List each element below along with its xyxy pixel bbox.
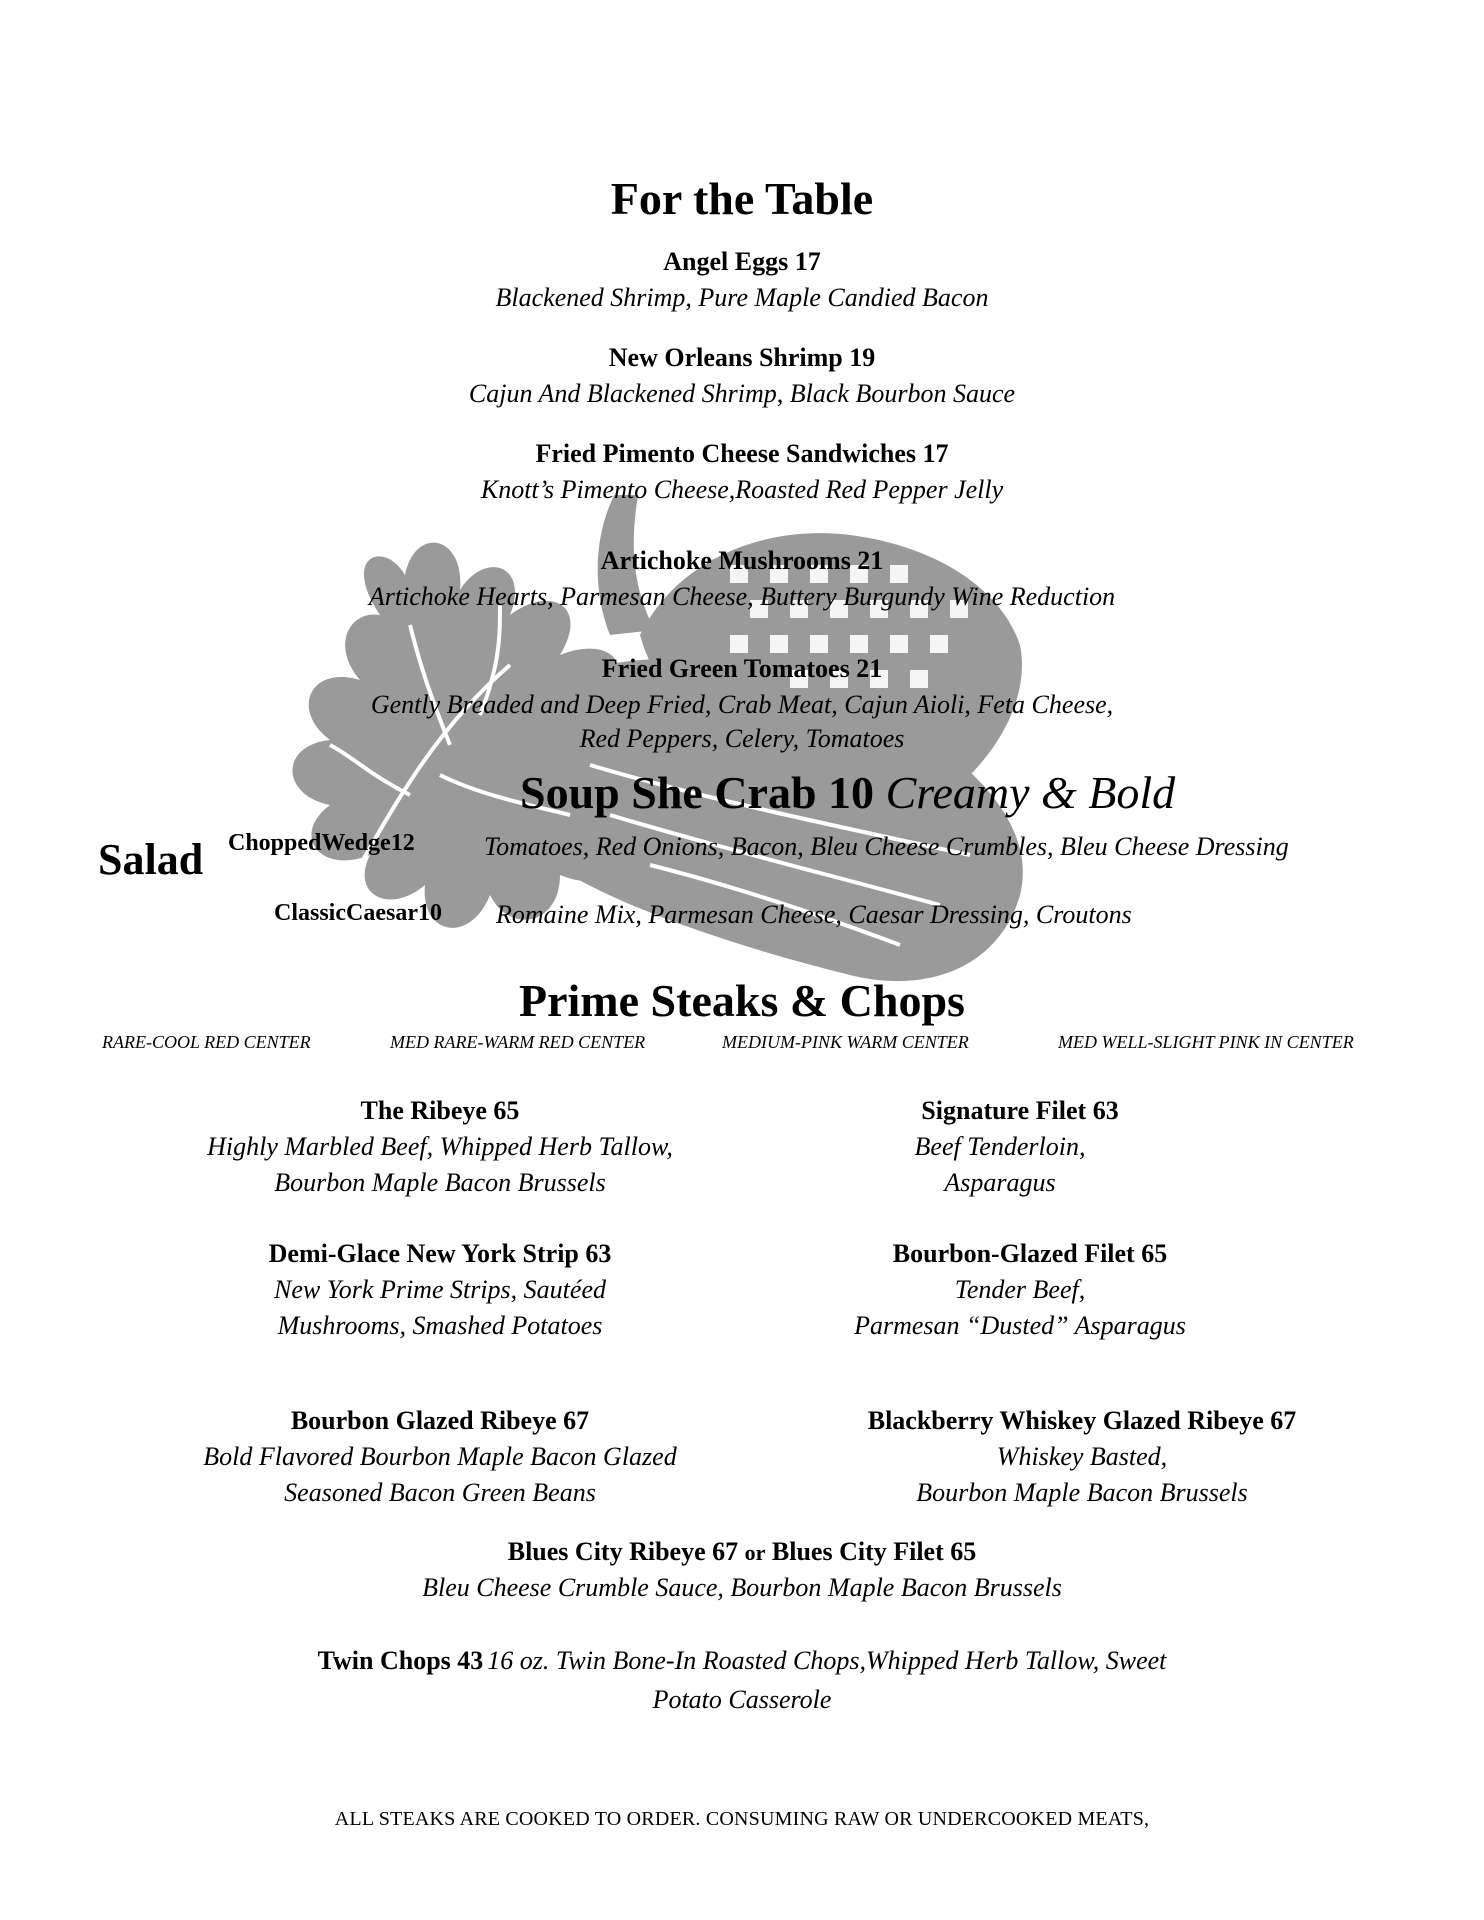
steak-item-desc: Whiskey Basted, bbox=[996, 1442, 1168, 1471]
twin-chops-line bbox=[0, 1643, 1484, 1679]
steak-item-desc: New York Prime Strips, Sautéed bbox=[274, 1275, 606, 1304]
salad-item-desc: Tomatoes, Red Onions, Bacon, Bleu Cheese Crumbles, Bleu Cheese Dressing bbox=[484, 832, 1289, 861]
steak-item-desc: Beef Tenderloin, bbox=[914, 1132, 1086, 1161]
soup-desc: Creamy & Bold bbox=[885, 767, 1176, 818]
steak-item-desc: Tender Beef, bbox=[954, 1275, 1086, 1304]
section-title-steaks: Prime Steaks & Chops bbox=[519, 975, 965, 1026]
menu-item-desc: Cajun And Blackened Shrimp, Black Bourbon Sauce bbox=[468, 379, 1016, 408]
blues-city-line bbox=[0, 1536, 1484, 1567]
steak-item-desc: Highly Marbled Beef, Whipped Herb Tallow, bbox=[207, 1132, 673, 1161]
menu-item-desc: Red Peppers, Celery, Tomatoes bbox=[579, 724, 905, 753]
steak-item-desc: Bold Flavored Bourbon Maple Bacon Glazed bbox=[203, 1442, 677, 1471]
twin-chops-name: Twin Chops 43 bbox=[317, 1646, 484, 1675]
salad-item-name: ClassicCaesar10 bbox=[274, 900, 442, 926]
menu-item-name: Fried Pimento Cheese Sandwiches 17 bbox=[535, 439, 949, 468]
menu-item-name: Angel Eggs 17 bbox=[663, 247, 821, 276]
salad-item-name: ChoppedWedge12 bbox=[228, 830, 415, 856]
steak-item-name: Signature Filet 63 bbox=[921, 1096, 1119, 1125]
steak-item-name: Demi-Glace New York Strip 63 bbox=[268, 1239, 612, 1268]
doneness-label: MED WELL-SLIGHT PINK IN CENTER bbox=[1058, 1032, 1354, 1052]
steak-item-desc: Seasoned Bacon Green Beans bbox=[284, 1478, 596, 1507]
section-title-for-the-table: For the Table bbox=[610, 173, 874, 224]
or-label: or bbox=[744, 1540, 766, 1565]
soup-line bbox=[520, 766, 1175, 819]
steak-item-desc: Bourbon Maple Bacon Brussels bbox=[916, 1478, 1248, 1507]
menu-item-desc: Knott’s Pimento Cheese,Roasted Red Pepper Jelly bbox=[480, 475, 1004, 504]
steak-item-name: Bourbon-Glazed Filet 65 bbox=[892, 1239, 1168, 1268]
section-title-salad: Salad bbox=[98, 835, 204, 884]
blues-city-filet-name: Blues City Filet 65 bbox=[771, 1537, 977, 1566]
twin-chops-desc: 16 oz. Twin Bone-In Roasted Chops,Whipped Herb Tallow, Sweet bbox=[487, 1646, 1167, 1675]
menu-item-desc: Blackened Shrimp, Pure Maple Candied Bacon bbox=[495, 283, 989, 312]
menu-item-name: Artichoke Mushrooms 21 bbox=[600, 546, 884, 575]
cooking-notice: ALL STEAKS ARE COOKED TO ORDER. CONSUMING RAW OR UNDERCOOKED MEATS, bbox=[334, 1808, 1150, 1830]
blues-city-ribeye-name: Blues City Ribeye 67 bbox=[507, 1537, 739, 1566]
steak-item-desc: Parmesan “Dusted” Asparagus bbox=[854, 1311, 1186, 1340]
steak-item-name: Bourbon Glazed Ribeye 67 bbox=[290, 1406, 590, 1435]
twin-chops-desc-cont: Potato Casserole bbox=[652, 1685, 832, 1714]
soup-label: Soup She Crab 10 bbox=[520, 767, 875, 818]
menu-item-name: Fried Green Tomatoes 21 bbox=[601, 654, 883, 683]
steak-item-desc: Mushrooms, Smashed Potatoes bbox=[277, 1311, 603, 1340]
doneness-label: RARE-COOL RED CENTER bbox=[102, 1032, 311, 1052]
doneness-label: MEDIUM-PINK WARM CENTER bbox=[722, 1032, 969, 1052]
blues-city-desc: Bleu Cheese Crumble Sauce, Bourbon Maple Bacon Brussels bbox=[422, 1573, 1062, 1602]
salad-item-desc: Romaine Mix, Parmesan Cheese, Caesar Dressing, Croutons bbox=[496, 900, 1132, 929]
doneness-label: MED RARE-WARM RED CENTER bbox=[390, 1032, 646, 1052]
steak-item-name: The Ribeye 65 bbox=[360, 1096, 520, 1125]
steak-item-desc: Bourbon Maple Bacon Brussels bbox=[274, 1168, 606, 1197]
steak-item-name: Blackberry Whiskey Glazed Ribeye 67 bbox=[867, 1406, 1297, 1435]
menu-item-desc: Gently Breaded and Deep Fried, Crab Meat, Cajun Aioli, Feta Cheese, bbox=[370, 690, 1114, 719]
menu-item-name: New Orleans Shrimp 19 bbox=[608, 343, 876, 372]
steak-item-desc: Asparagus bbox=[944, 1168, 1056, 1197]
menu-item-desc: Artichoke Hearts, Parmesan Cheese, Buttery Burgundy Wine Reduction bbox=[368, 582, 1116, 611]
